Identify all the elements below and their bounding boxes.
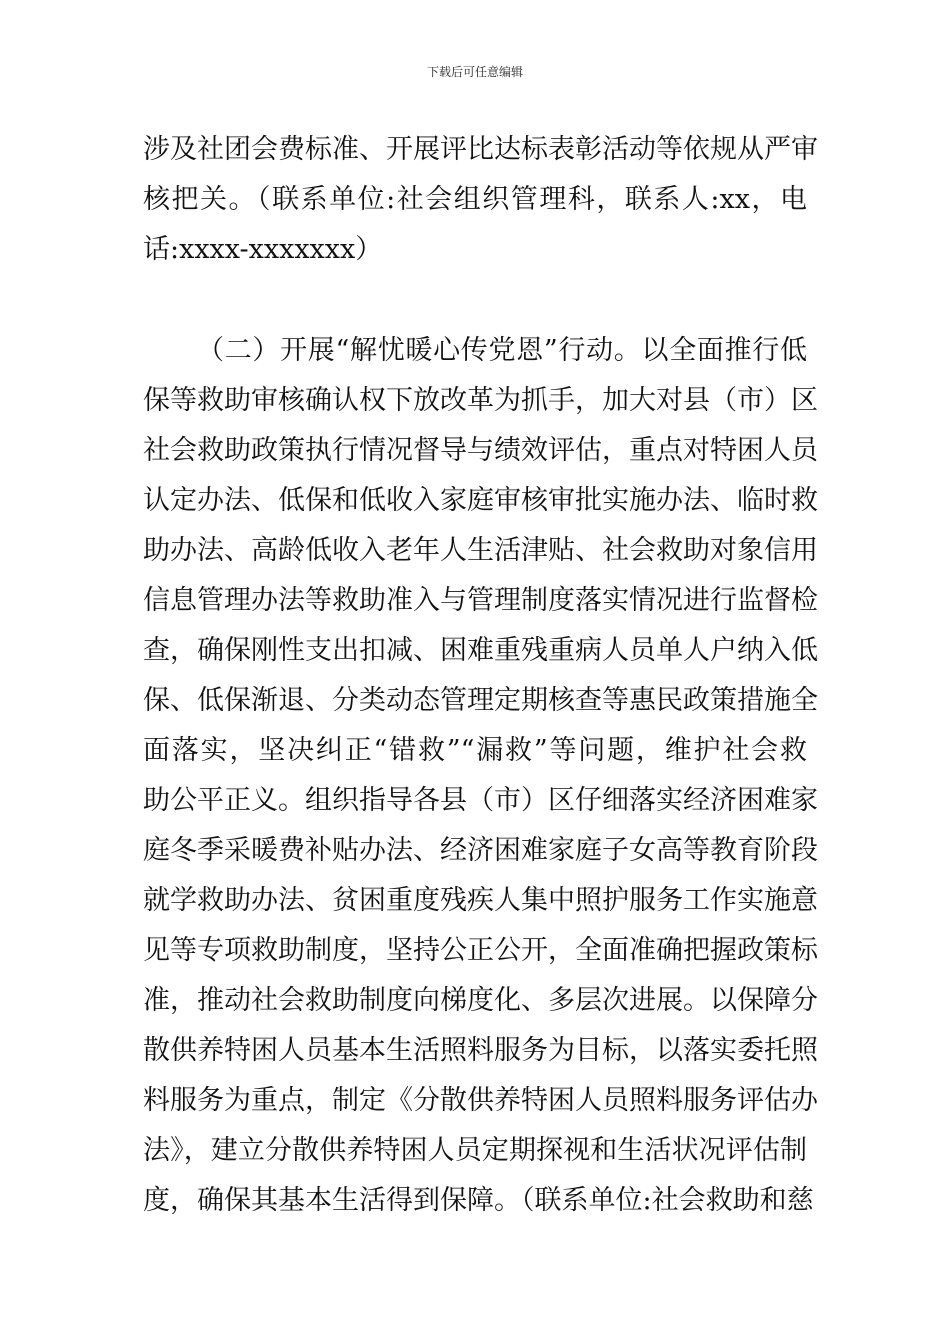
text-line: 认定办法、低保和低收入家庭审核审批实施办法、临时救	[143, 485, 818, 516]
text-line: 保、低保渐退、分类动态管理定期核查等惠民政策措施全	[143, 685, 818, 716]
text-line: 助办法、高龄低收入老年人生活津贴、社会救助对象信用	[143, 535, 818, 566]
text-line: 料服务为重点，制定《分散供养特困人员照料服务评估办	[143, 1085, 818, 1116]
text-line: 涉及社团会费标准、开展评比达标表彰活动等依规从严审	[143, 134, 818, 165]
text-line: 法》，建立分散供养特困人员定期探视和生活状况评估制	[143, 1135, 807, 1166]
text-line: 度，确保其基本生活得到保障。（联系单位:社会救助和慈	[143, 1185, 814, 1216]
text-line: 话:xxxx-xxxxxxx）	[143, 234, 383, 265]
text-line: 社会救助政策执行情况督导与绩效评估，重点对特困人员	[143, 435, 818, 466]
text-line: 信息管理办法等救助准入与管理制度落实情况进行监督检	[143, 585, 818, 616]
text-line: 见等专项救助制度，坚持公正公开，全面准确把握政策标	[143, 935, 818, 966]
text-line: 准，推动社会救助制度向梯度化、多层次进展。以保障分	[143, 985, 818, 1016]
page-header: 下载后可任意编辑	[426, 65, 523, 79]
text-line: 庭冬季采暖费补贴办法、经济困难家庭子女高等教育阶段	[143, 835, 818, 866]
text-line: 面落实，坚决纠正“错救”“漏救”等问题，维护社会救	[143, 735, 807, 766]
text-line: 助公平正义。组织指导各县（市）区仔细落实经济困难家	[143, 785, 818, 816]
text-line: 就学救助办法、贫困重度残疾人集中照护服务工作实施意	[143, 885, 818, 916]
text-line: 核把关。（联系单位:社会组织管理科，联系人:xx，电	[143, 184, 807, 215]
text-line: 查，确保刚性支出扣减、困难重残重病人员单人户纳入低	[143, 635, 818, 666]
text-line: （二）开展“解忧暖心传党恩”行动。以全面推行低	[197, 335, 807, 366]
text-line: 散供养特困人员基本生活照料服务为目标，以落实委托照	[143, 1035, 818, 1066]
text-line: 保等救助审核确认权下放改革为抓手，加大对县（市）区	[143, 385, 818, 416]
